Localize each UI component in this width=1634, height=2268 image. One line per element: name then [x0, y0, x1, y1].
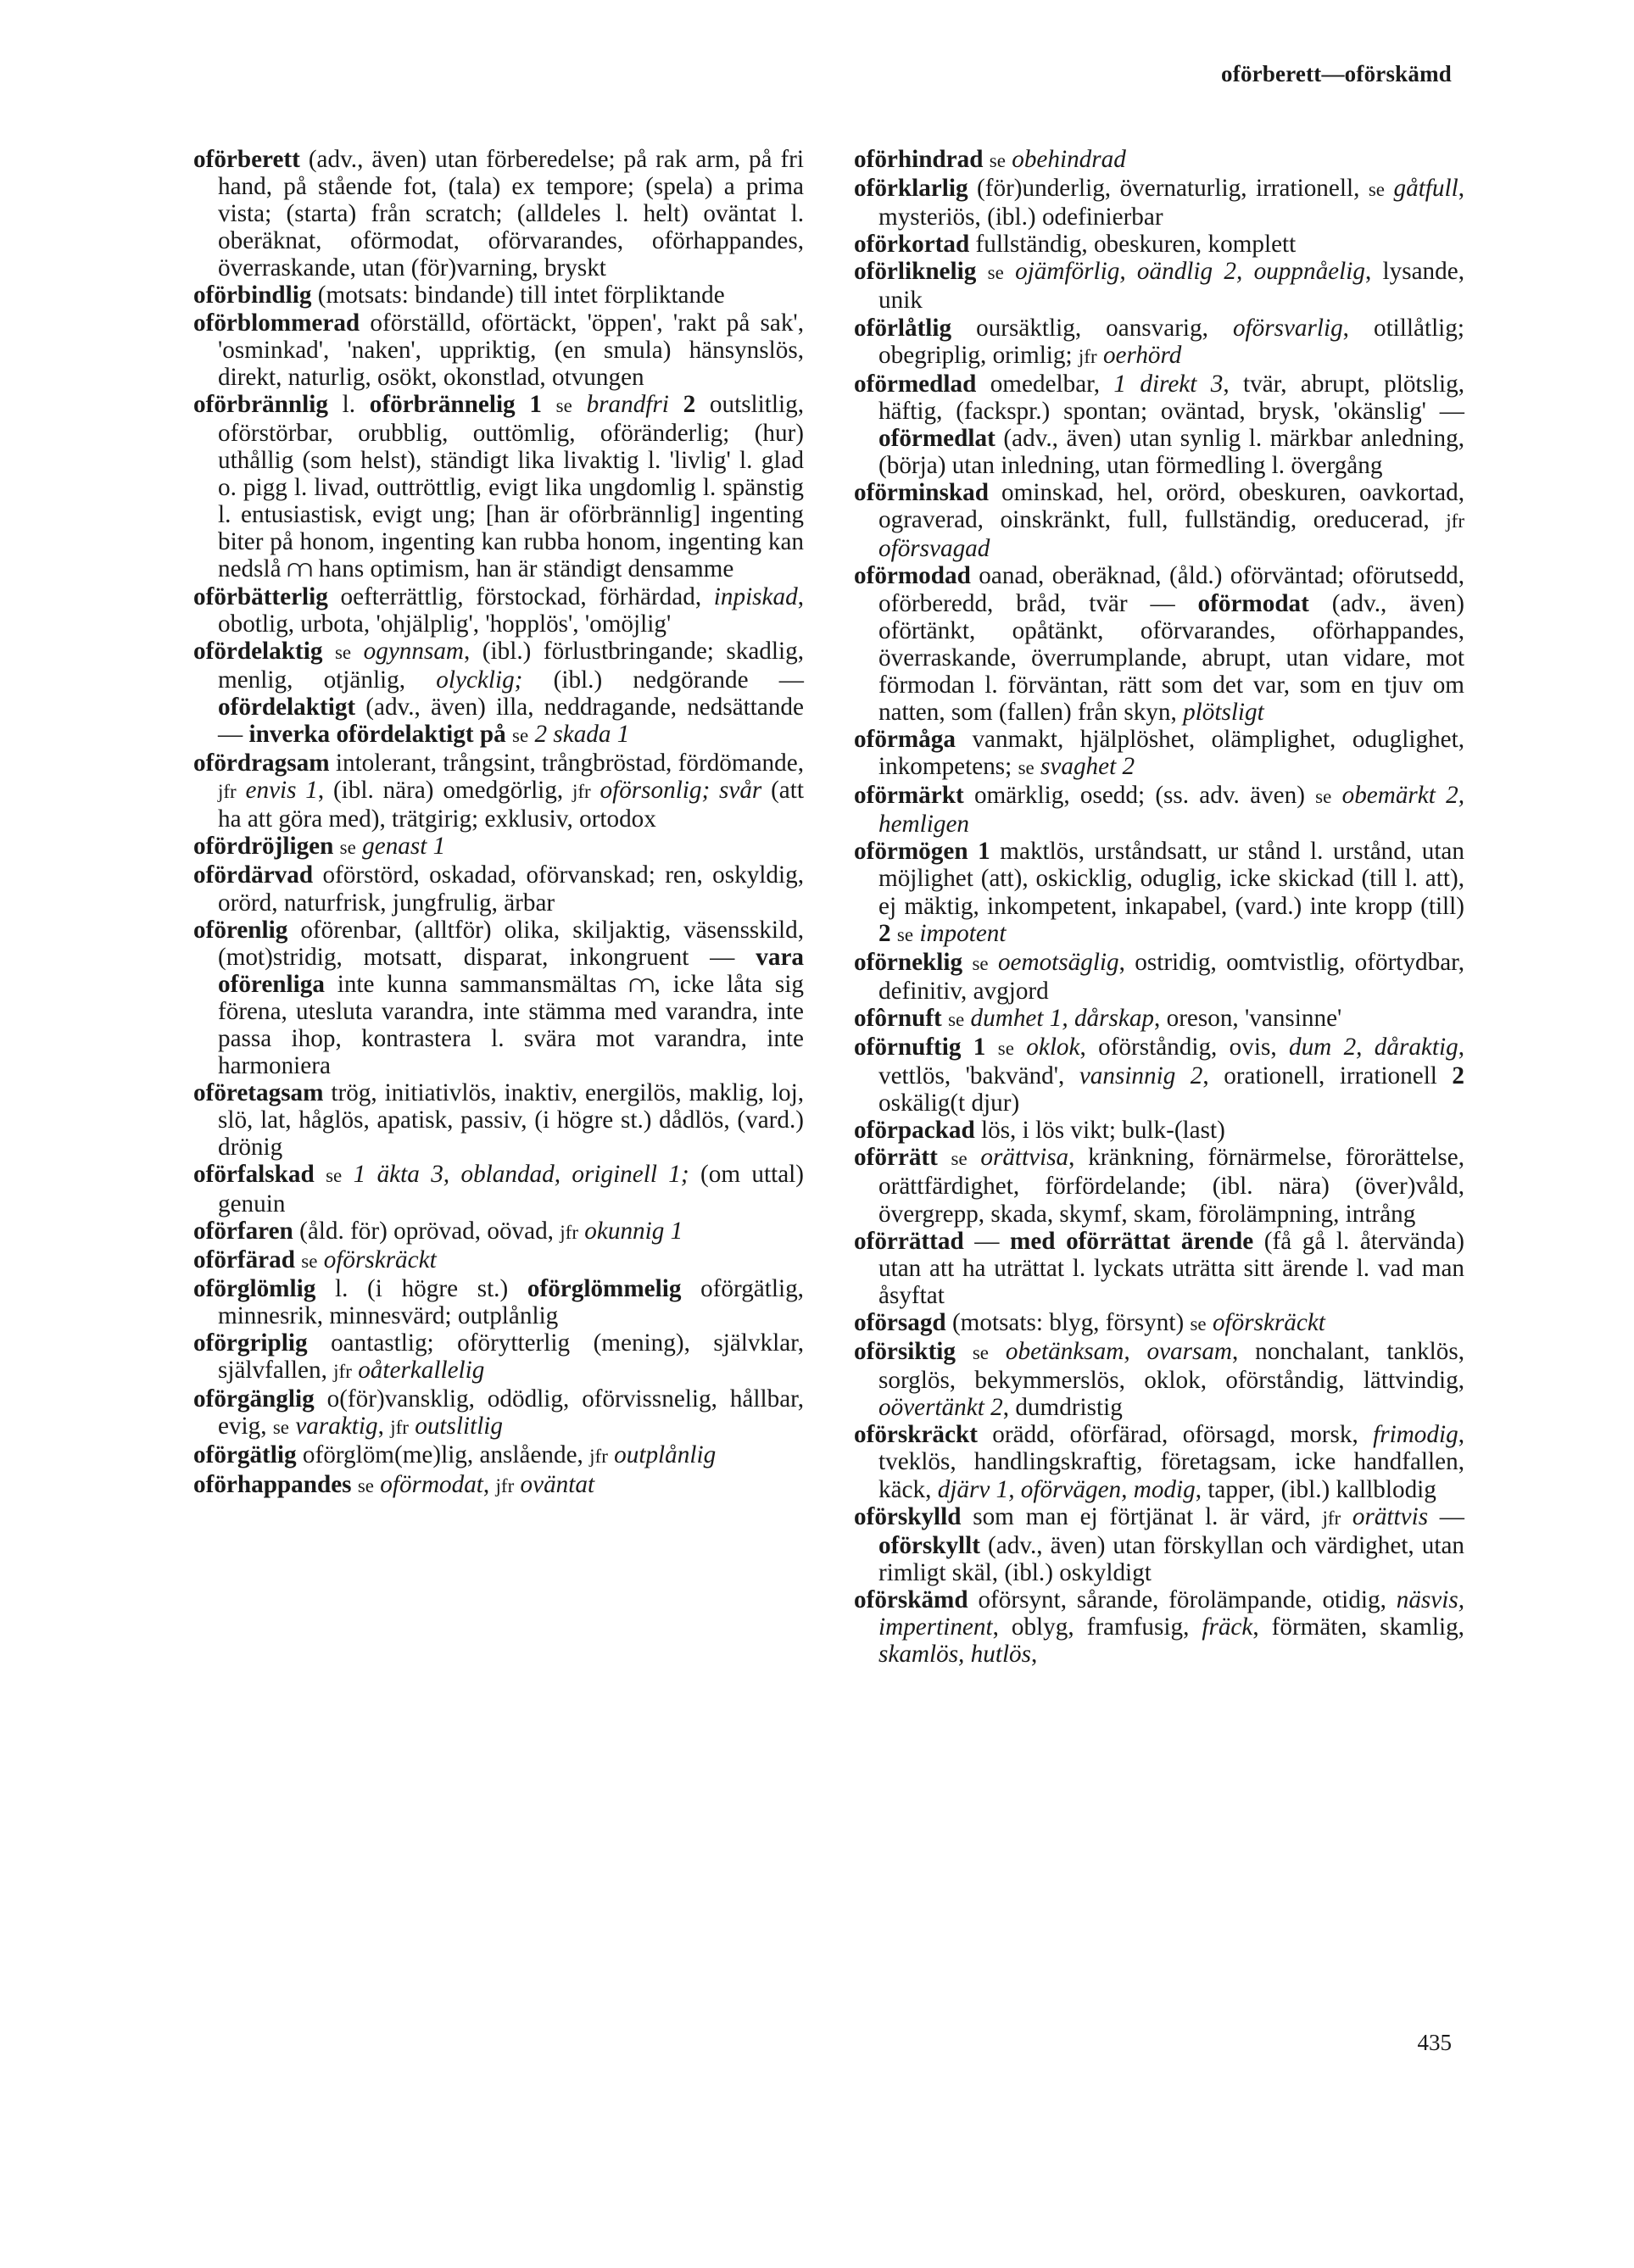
dictionary-entry: ofördragsam intolerant, trångsint, trångbröstad, fördömande, jfr envis 1, (ibl. nära) omedgörlig, jfr oförsonlig; svår (att ha att göra med), trätgirig; exklusiv, ortodox: [193, 749, 804, 833]
dictionary-entry: oförfaren (åld. för) oprövad, oövad, jfr okunnig 1: [193, 1217, 683, 1245]
dictionary-entry: oförskräckt orädd, oförfärad, oförsagd, morsk, frimodig, tveklös, handlingskraftig, företagsam, icke handfallen, käck, djärv 1, oförvägen, modig, tapper, (ibl.) kallblodig: [854, 1421, 1464, 1503]
dictionary-entry: oförpackad lös, i lös vikt; bulk-(last): [854, 1117, 1225, 1145]
dictionary-entry: oförmögen 1 maktlös, urståndsatt, ur stånd l. urstånd, utan möjlighet (att), oskicklig, oduglig, icke skickad (till l. att), ej mäktig, inkompetent, inkapabel, (vard.) inte kropp (till) 2 se impotent: [854, 838, 1464, 947]
right-column: [854, 146, 1464, 1668]
dictionary-entry: oförsiktig se obetänksam, ovarsam, nonchalant, tanklös, sorglös, bekymmerslös, oklok, oförståndig, lättvindig, oövertänkt 2, dumdristig: [854, 1338, 1464, 1422]
dictionary-entry: oförskämd oförsynt, sårande, förolämpande, otidig, näsvis, impertinent, oblyg, framfusig, fräck, förmäten, skamlig, skamlös, hutlös,: [854, 1585, 1464, 1669]
dictionary-entry: oförklarlig (för)underlig, övernaturlig, irrationell, se gåtfull, mysteriös, (ibl.) odefinierbar: [854, 175, 1465, 231]
running-head: oförberett—oförskämd: [1221, 61, 1452, 86]
dictionary-entry: oförfärad se oförskräckt: [193, 1245, 437, 1273]
dictionary-entry: oförfalskad se 1 äkta 3, oblandad, originell 1; (om uttal) genuin: [193, 1161, 804, 1218]
dictionary-entry: oförrättad — med oförrättat ärende (få gå l. återvända) utan att ha uträttat l. lyckats uträtta sitt ärende l. vad man åsyftat: [854, 1227, 1464, 1309]
dictionary-entry: oförrätt se orättvisa, kränkning, förnärmelse, förorättelse, orättfärdighet, förfördelande; (ibl. nära) (över)våld, övergrepp, skada, skymf, skam, förolämpning, intrång: [854, 1144, 1464, 1228]
dictionary-entry: oförbindlig (motsats: bindande) till intet förpliktande: [193, 281, 725, 309]
dictionary-entry: ofördelaktig se ogynnsam, (ibl.) förlustbringande; skadlig, menlig, otjänlig, olycklig; (ibl.) nedgörande — ofördelaktigt (adv., även) illa, neddragande, nedsättande — inverka ofördelaktigt på se 2 skada 1: [193, 637, 805, 748]
dictionary-entry: oförmodad oanad, oberäknad, (åld.) oförväntad; oförutsedd, oförberedd, bråd, tvär — oförmodat (adv., även) oförtänkt, opåtänkt, oförvarandes, oförhappandes, överraskande, överrumplande, abrupt, utan vidare, mot förmodan l. förväntan, rätt som det var, som en tjuv om natten, som (fallen) från skyn, plötsligt: [854, 562, 1464, 726]
page-number: 435: [1417, 2030, 1452, 2055]
dictionary-entry: oförminskad ominskad, hel, orörd, obeskuren, oavkortad, ograverad, oinskränkt, full, fullständig, oreducerad, jfr oförsvagad: [854, 479, 1464, 563]
dictionary-entry: ofôrnuft se dumhet 1, dårskap, oreson, 'vansinne': [854, 1004, 1342, 1032]
dictionary-entry: ofördärvad oförstörd, oskadad, oförvanskad; ren, oskyldig, orörd, naturfrisk, jungfrulig, ärbar: [193, 861, 804, 917]
dictionary-entry: oföretagsam trög, initiativlös, inaktiv, energilös, maklig, loj, slö, lat, håglös, apatisk, passiv, (i högre st.) dådlös, (vard.) drönig: [193, 1079, 804, 1162]
dictionary-entry: oförbätterlig oefterrättlig, förstockad, förhärdad, inpiskad, obotlig, urbota, 'ohjälplig', 'hopplös', 'omöjlig': [193, 582, 804, 638]
dictionary-entry: oförenlig oförenbar, (alltför) olika, skiljaktig, väsensskild, (mot)stridig, motsatt, disparat, inkongruent — vara oförenliga inte kunna sammansmältas ⩋, icke låta sig förena, utesluta varandra, inte stämma med varandra, inte passa ihop, kontrastera l. svära mot varandra, inte harmoniera: [193, 916, 804, 1080]
dictionary-entry: oförblommerad oförställd, oförtäckt, 'öppen', 'rakt på sak', 'osminkad', 'naken', uppriktig, (en smula) hänsynslös, direkt, naturlig, osökt, okonstlad, otvungen: [193, 309, 804, 391]
dictionary-entry: oförmärkt omärklig, osedd; (ss. adv. även) se obemärkt 2, hemligen: [854, 782, 1464, 839]
dictionary-entry: oförmedlad omedelbar, 1 direkt 3, tvär, abrupt, plötslig, häftig, (fackspr.) spontan; oväntad, brysk, 'okänslig' — oförmedlat (adv., även) utan synlig l. märkbar anledning, (börja) utan inledning, utan förmedling l. övergång: [854, 370, 1464, 480]
dictionary-entry: oförskylld som man ej förtjänat l. är värd, jfr orättvis — oförskyllt (adv., även) utan förskyllan och värdighet, utan rimligt skäl, (ibl.) oskyldigt: [854, 1502, 1464, 1586]
dictionary-entry: oförgänglig o(för)vansklig, odödlig, oförvissnelig, hållbar, evig, se varaktig, jfr outslitlig: [193, 1385, 804, 1440]
dictionary-entry: oförgriplig oantastlig; oförytterlig (mening), självklar, självfallen, jfr oåterkallelig: [193, 1329, 804, 1385]
dictionary-entry: oförliknelig se ojämförlig, oändlig 2, ouppnåelig, lysande, unik: [854, 258, 1464, 315]
dictionary-entry: oförsagd (motsats: blyg, försynt) se oförskräckt: [854, 1308, 1325, 1336]
dictionary-entry: oförbrännlig l. oförbrännelig 1 se brandfri 2 outslitlig, oförstörbar, orubblig, outtömlig, oföränderlig; (hur) uthållig (som helst), ständigt lika livaktig l. 'livlig' l. glad o. pigg l. livad, outtröttlig, evigt lika ungdomlig l. spänstig l. entusiastisk, evigt ung; [han är oförbrännlig] ingenting biter på honom, ingenting kan rubba honom, ingenting kan nedslå ⩋ hans optimism, han är ständigt densamme: [193, 390, 804, 583]
dictionary-entry: oförneklig se oemotsäglig, ostridig, oomtvistlig, oförtydbar, definitiv, avgjord: [854, 948, 1464, 1005]
dictionary-entry: oförberett (adv., även) utan förberedelse; på rak arm, på fri hand, på stående fot, (tala) ex tempore; (spela) a prima vista; (starta) från scratch; (alldeles l. helt) oväntat l. oberäknat, oförmodat, oförvarandes, oförhappandes, överraskande, utan (för)varning, bryskt: [193, 146, 804, 282]
left-column: [193, 146, 804, 1500]
dictionary-entry: oförglömlig l. (i högre st.) oförglömmelig oförgätlig, minnesrik, minnesvärd; outplånlig: [193, 1274, 804, 1329]
dictionary-entry: oförgätlig oförglöm(me)lig, anslående, jfr outplånlig: [193, 1441, 717, 1469]
dictionary-entry: oförhappandes se oförmodat, jfr oväntat: [193, 1470, 595, 1498]
dictionary-entry: oförlåtlig oursäktlig, oansvarig, oförsvarlig, otillåtlig; obegriplig, orimlig; jfr oerhörd: [854, 314, 1464, 369]
dictionary-entry: oförhindrad se obehindrad: [854, 146, 1126, 173]
dictionary-entry: ofördröjligen se genast 1: [193, 833, 446, 861]
dictionary-entry: oförnuftig 1 se oklok, oförståndig, ovis, dum 2, dåraktig, vettlös, 'bakvänd', vansinnig 2, orationell, irrationell 2 oskälig(t djur): [854, 1034, 1464, 1117]
dictionary-entry: oförmåga vanmakt, hjälplöshet, olämplighet, oduglighet, inkompetens; se svaghet 2: [854, 725, 1464, 781]
dictionary-entry: oförkortad fullständig, obeskuren, komplett: [854, 231, 1297, 259]
